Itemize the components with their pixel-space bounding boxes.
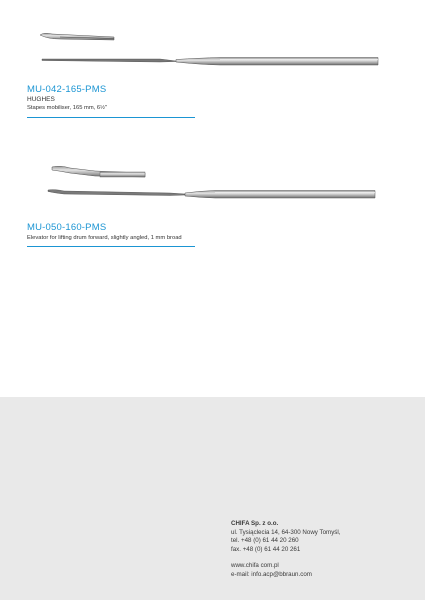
contact-block xyxy=(231,520,340,580)
footer-panel xyxy=(0,397,425,600)
divider-line xyxy=(27,246,195,247)
elevator-image xyxy=(0,140,425,210)
stapes-mobiliser-image xyxy=(0,0,425,80)
company-address: ul. Tysiąclecia 14, 64-300 Nowy Tomyśl, xyxy=(231,528,341,536)
company-name: CHIFA Sp. z o.o. xyxy=(231,520,279,527)
product-description: Elevator for lifting drum forward, slightly angled, 1 mm broad xyxy=(27,235,182,241)
product-code: MU-042-165-PMS xyxy=(27,84,107,95)
spacer xyxy=(231,554,340,562)
product-code: MU-050-160-PMS xyxy=(27,222,107,233)
fax-number: fax. +48 (0) 61 44 20 261 xyxy=(231,545,301,553)
phone-number: tel. +48 (0) 61 44 20 260 xyxy=(231,537,299,545)
divider-line xyxy=(27,117,195,118)
product-description: Stapes mobiliser, 165 mm, 6½" xyxy=(27,105,108,111)
email-link[interactable]: e-mail: info.acp@bbraun.com xyxy=(231,570,312,578)
product-entry xyxy=(0,140,425,250)
product-entry xyxy=(0,0,425,125)
website-link[interactable]: www.chifa com.pl xyxy=(231,562,279,570)
product-name: HUGHES xyxy=(27,96,55,103)
